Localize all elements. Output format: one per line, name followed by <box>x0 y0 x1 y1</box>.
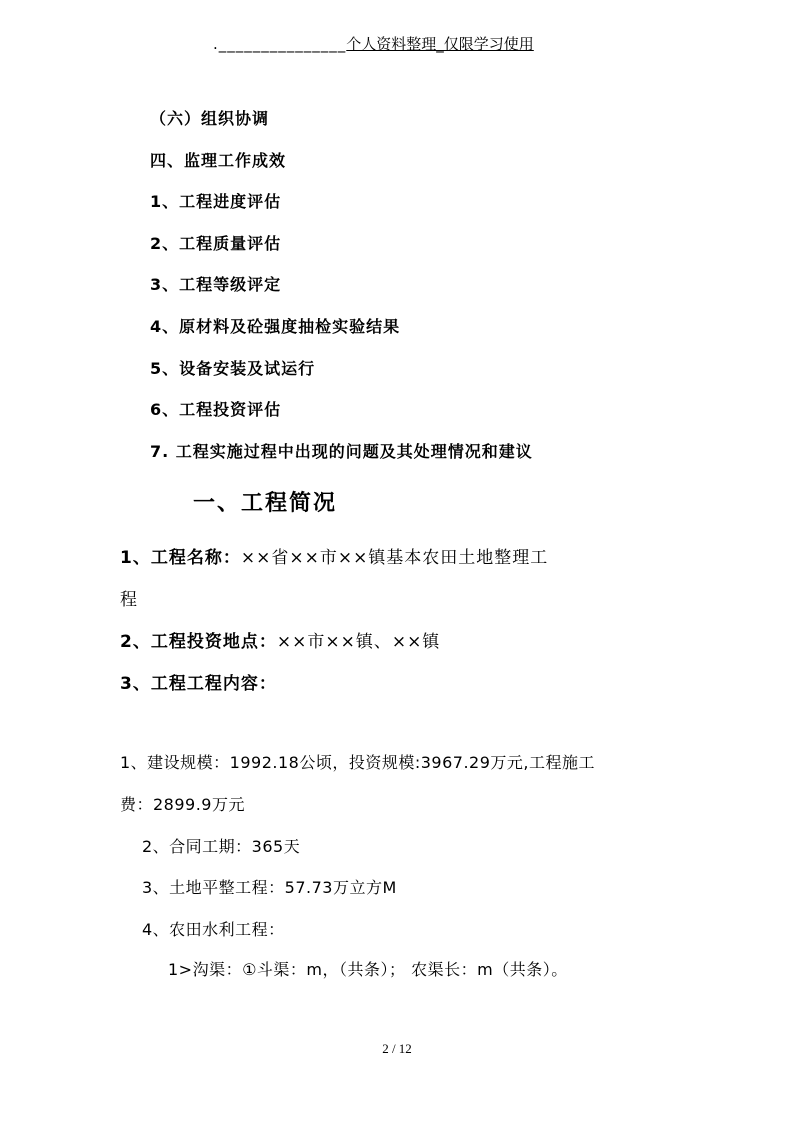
section-heading: 一、工程简况 <box>193 491 338 516</box>
header-title: 个人资料整理_仅限学习使用 <box>346 35 534 53</box>
toc-item-3: 1、工程进度评估 <box>150 192 282 211</box>
contract-period: 2、合同工期：365天 <box>142 837 301 856</box>
project-name-continued: 程 <box>120 590 138 610</box>
project-location-line <box>120 627 440 652</box>
earthwork: 3、土地平整工程：57.73万立方M <box>142 878 397 897</box>
ditch-detail: 1>沟渠：①斗渠：m，（共条）； 农渠长：m（共条）。 <box>168 960 568 979</box>
page-number: 2 / 12 <box>382 1041 412 1056</box>
header-dashes: ._______________ <box>213 35 347 53</box>
project-content-label: 3、工程工程内容： <box>120 674 277 694</box>
toc-item-6: 4、原材料及砼强度抽检实验结果 <box>150 317 401 336</box>
scale-line-1: 1、建设规模：1992.18公顷，投资规模:3967.29万元,工程施工 <box>120 753 595 772</box>
toc-item-2: 四、监理工作成效 <box>150 151 287 170</box>
toc-item-1: （六）组织协调 <box>150 109 270 128</box>
project-location-value: ××市××镇、××镇 <box>276 632 441 652</box>
project-location-label: 2、工程投资地点： <box>120 632 277 652</box>
project-name-line <box>120 543 548 568</box>
toc-item-7: 5、设备安装及试运行 <box>150 359 316 378</box>
project-name-label: 1、工程名称： <box>120 548 241 568</box>
irrigation-works: 4、农田水利工程： <box>142 920 285 939</box>
toc-item-5: 3、工程等级评定 <box>150 275 282 294</box>
toc-item-9: 7. 工程实施过程中出现的问题及其处理情况和建议 <box>150 442 533 461</box>
scale-line-2: 费：2899.9万元 <box>120 795 245 814</box>
toc-item-8: 6、工程投资评估 <box>150 400 282 419</box>
toc-item-4: 2、工程质量评估 <box>150 234 282 253</box>
project-content-line <box>120 669 277 694</box>
page-header <box>213 34 534 54</box>
project-name-value: ××省××市××镇基本农田土地整理工 <box>240 548 549 568</box>
